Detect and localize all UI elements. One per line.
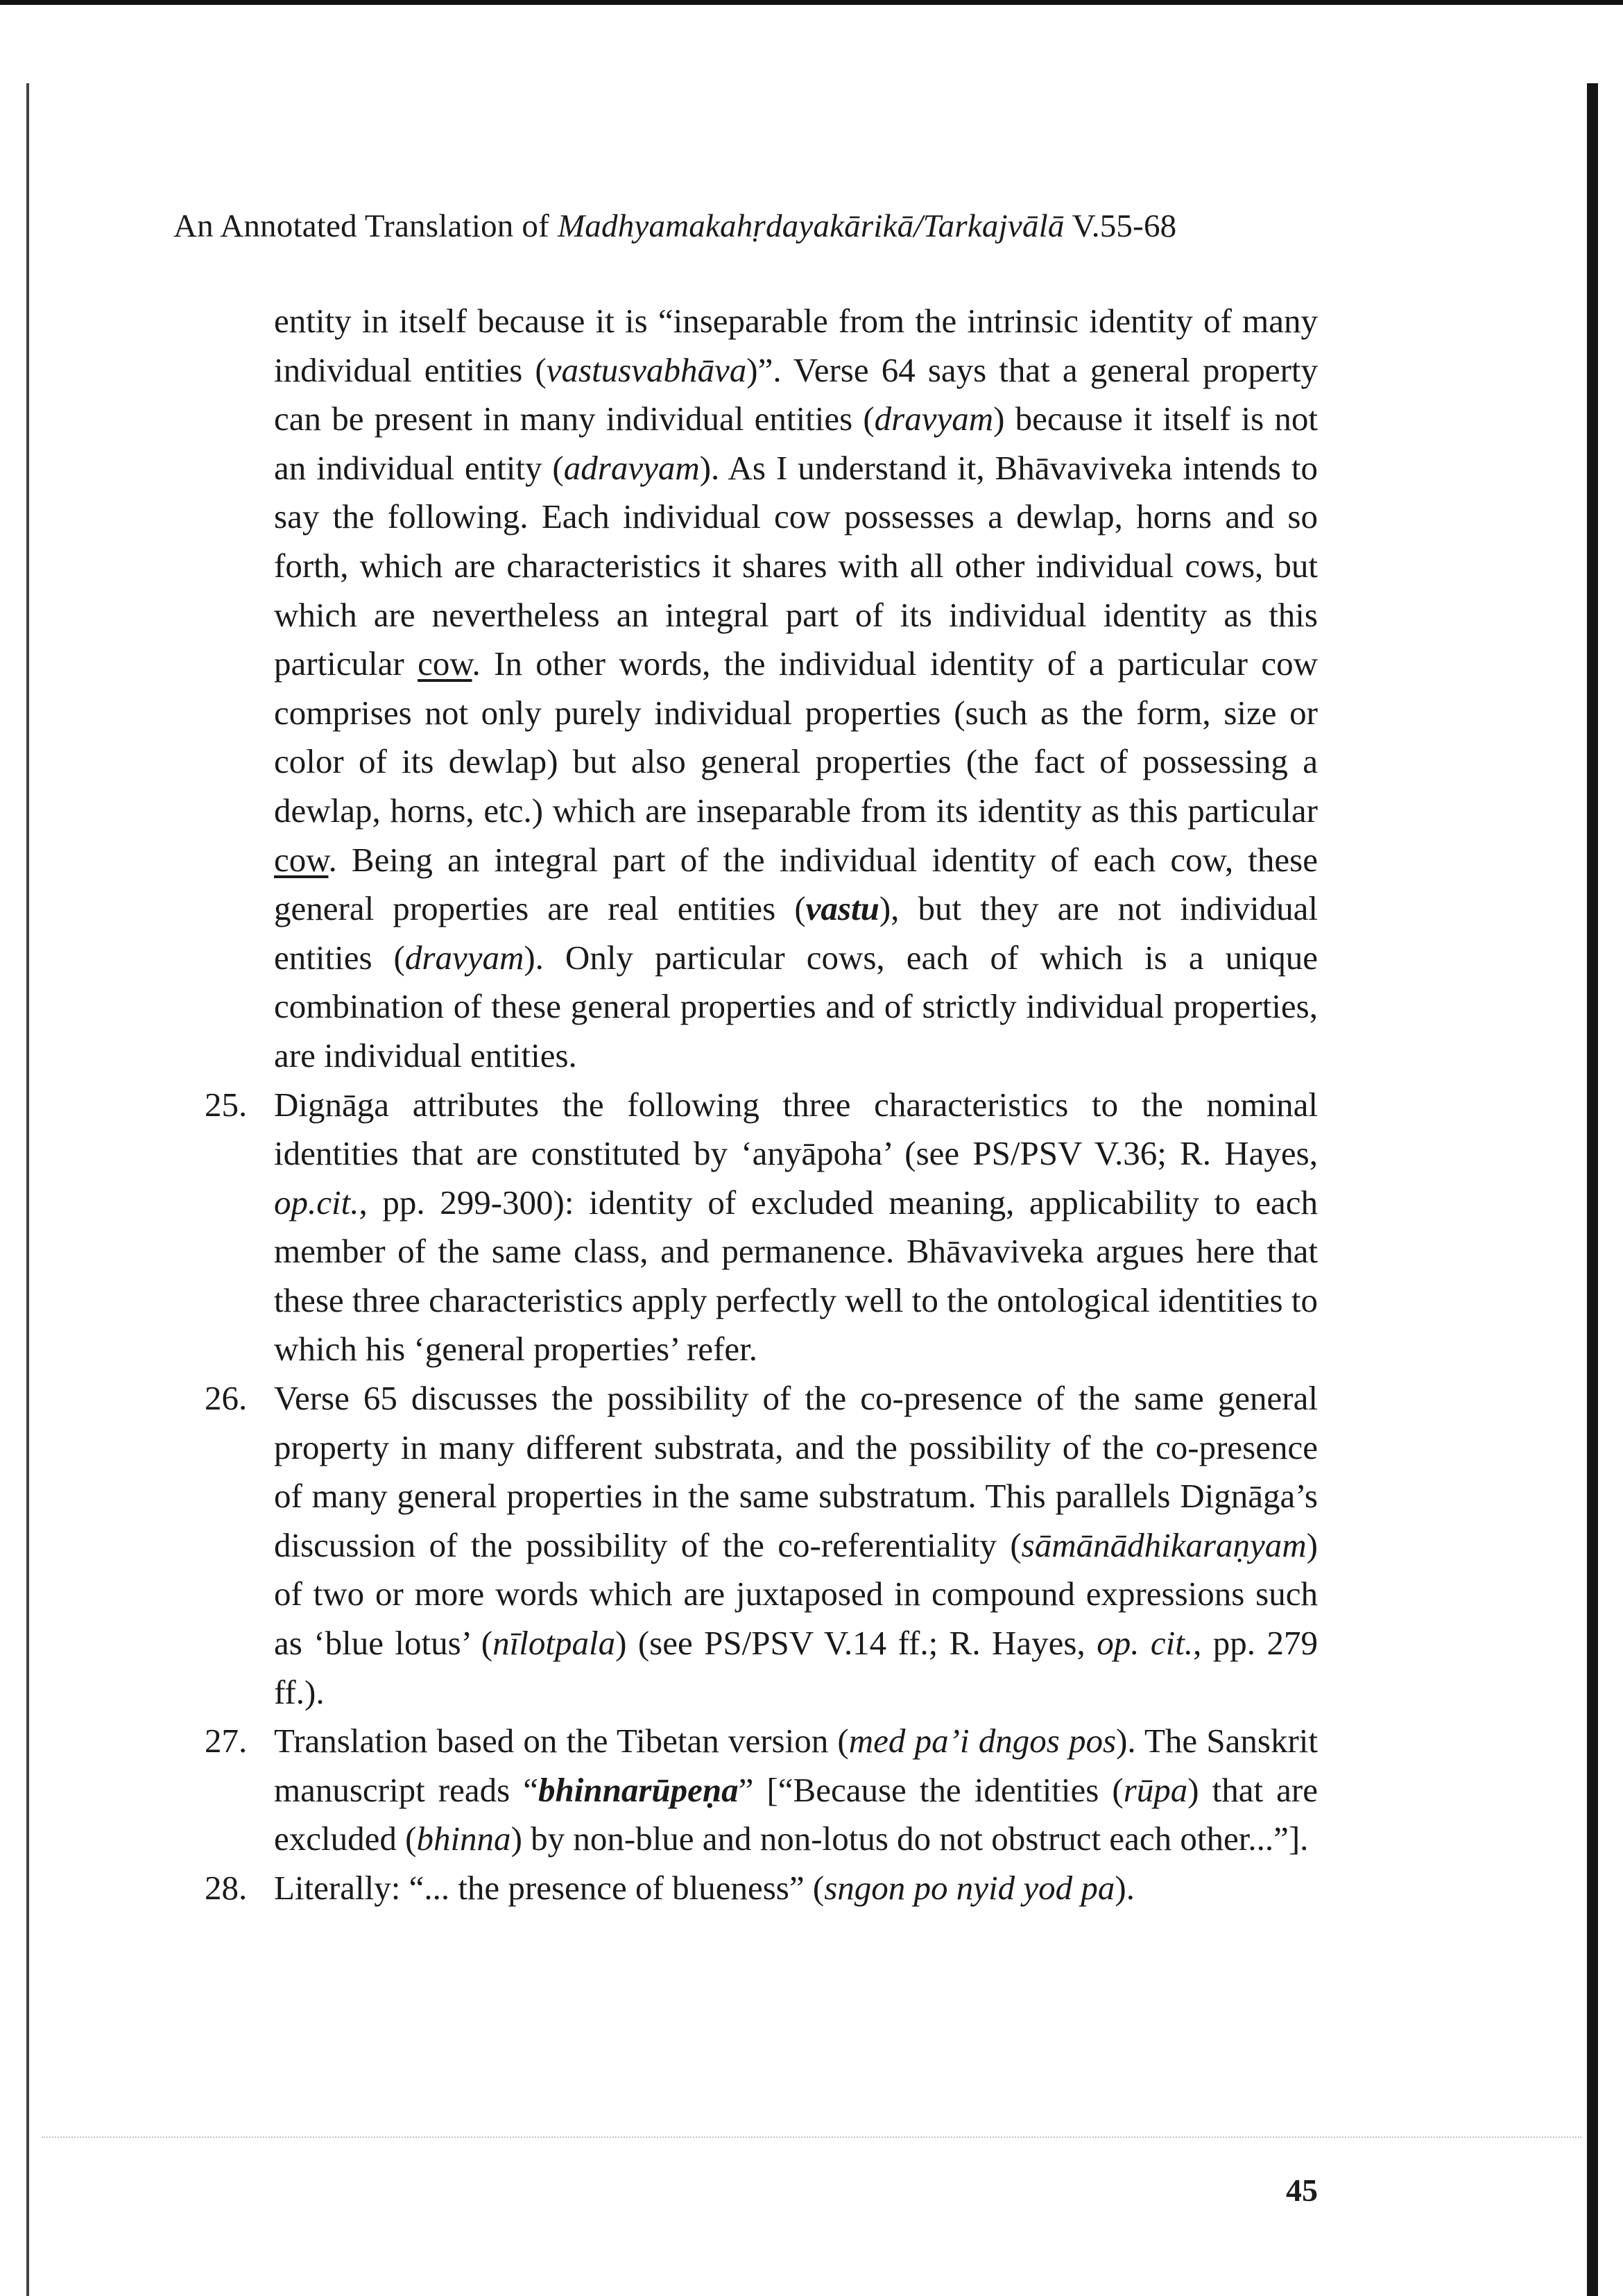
running-head <box>173 205 1176 247</box>
text-run: . In other words, the individual identity of a particular cow comprises not only purely individual properties (such as the form, size or color of its dewlap) but also general properties (the fact of possessing a dewlap, horns, etc.) which are inseparable from its identity as this particular <box>274 644 1318 830</box>
running-head-title: Madhyamakahṛdayakārikā/Tarkajvālā <box>557 208 1065 244</box>
text-run: Verse 65 discusses the possibility of the co-presence of the same general property in many different substrata, and the possibility of the co-presence of many general properties in the same substratum. This parallels Dignāga’s discussion of the possibility of the co-referentiality ( <box>274 1379 1318 1564</box>
scan-top-border <box>0 0 1623 5</box>
sanskrit-term: nīlotpala <box>492 1624 616 1663</box>
text-run: ), but they are not individual entities ( <box>274 889 1318 977</box>
scan-left-border <box>26 83 29 2296</box>
sanskrit-term: dravyam <box>874 400 994 438</box>
note-number: 28. <box>205 1869 248 1907</box>
text-run: , pp. 279 ff.). <box>274 1624 1318 1711</box>
scan-right-border <box>1587 83 1598 2296</box>
text-run: , pp. 299-300): identity of excluded meaning, applicability to each member of the same class, and permanence. Bhāvaviveka argues here that these three characteristics apply perfectly well to the ontological identities to which his ‘general properties’ refer. <box>274 1183 1318 1369</box>
sanskrit-term: rūpa <box>1123 1770 1188 1809</box>
text-run: Translation based on the Tibetan version ( <box>274 1722 849 1760</box>
note-25 <box>205 1081 1318 1375</box>
underlined-word: cow <box>418 644 472 683</box>
text-run: )”. Verse 64 says that a general property can be present in many individual entities ( <box>274 350 1318 438</box>
tibetan-term: med pa’i dngos pos <box>848 1722 1117 1760</box>
note-28 <box>205 1864 1318 1913</box>
note-number: 26. <box>205 1379 248 1418</box>
citation-abbrev: op. cit. <box>1097 1624 1194 1663</box>
sanskrit-term: bhinna <box>416 1819 511 1858</box>
text-run: ) of two or more words which are juxtaposed in compound expressions such as ‘blue lotus’ ( <box>274 1525 1318 1663</box>
running-head-prefix: An Annotated Translation of <box>173 208 558 244</box>
page-number: 45 <box>1286 2173 1318 2208</box>
note-continuation <box>274 297 1318 1081</box>
tibetan-term: sngon po nyid yod pa <box>824 1869 1115 1907</box>
underlined-word: cow <box>274 840 329 879</box>
text-run: ) because it itself is not an individual entity ( <box>274 400 1318 487</box>
sanskrit-term: vastu <box>805 889 879 928</box>
note-26 <box>205 1374 1318 1717</box>
scan-bottom-rule <box>42 2136 1581 2138</box>
sanskrit-term: vastusvabhāva <box>546 350 747 389</box>
text-run: ). As I understand it, Bhāvaviveka intends to say the following. Each individual cow possesses a dewlap, horns and so forth, which are characteristics it shares with all other individual cows, but which are nevertheless an integral part of its individual identity as this particular <box>274 448 1319 683</box>
sanskrit-term: adravyam <box>563 448 700 487</box>
text-run: Literally: “... the presence of blueness” ( <box>274 1869 825 1907</box>
text-run: ). <box>1115 1869 1135 1907</box>
text-run: ). Only particular cows, each of which is a unique combination of these general properties and of strictly individual properties, are individual entities. <box>274 938 1318 1074</box>
text-run: ” [“Because the identities ( <box>738 1770 1124 1809</box>
text-run: ) (see PS/PSV V.14 ff.; R. Hayes, <box>615 1624 1097 1663</box>
text-run: ) by non-blue and non-lotus do not obstruct each other...”]. <box>510 1819 1309 1858</box>
text-run: Dignāga attributes the following three characteristics to the nominal identities that are constituted by ‘anyāpoha’ (see PS/PSV V.36; R. Hayes, <box>274 1085 1318 1173</box>
sanskrit-term: sāmānādhikaraṇyam <box>1021 1525 1307 1564</box>
citation-abbrev: op.cit. <box>274 1183 359 1222</box>
note-27 <box>205 1717 1318 1864</box>
note-number: 25. <box>205 1085 248 1124</box>
text-run: . Being an integral part of the individual identity of each cow, these general properties are real entities ( <box>274 840 1318 928</box>
text-run: ). The Sanskrit manuscript reads “ <box>274 1722 1318 1809</box>
endnotes <box>205 297 1319 1913</box>
running-head-suffix: V.55-68 <box>1064 208 1177 244</box>
sanskrit-term: dravyam <box>404 938 524 977</box>
text-run: ) that are excluded ( <box>274 1770 1318 1858</box>
note-number: 27. <box>205 1722 248 1760</box>
sanskrit-term: bhinnarūpeṇa <box>538 1770 739 1809</box>
text-run: entity in itself because it is “inseparable from the intrinsic identity of many individual entities ( <box>274 302 1318 389</box>
